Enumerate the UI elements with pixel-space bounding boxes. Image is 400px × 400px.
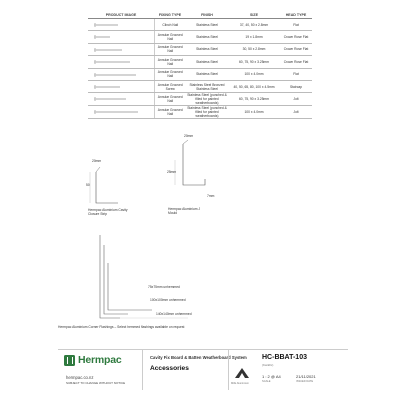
finish-cell: Stainless Steel (punched & filled for painted weatherboards) [187,93,227,106]
cavity-strip-caption: Hermpac Aluminium Cavity Closure Strip [88,208,128,217]
partner-caption: Mills Aluminium [231,382,249,385]
disclaimer: SUBJECT TO CHANGE WITHOUT NOTICE [66,381,126,385]
finish-cell: Stainless Steel (punched & filled for painted weatherboards) [187,106,227,119]
fixing-type-cell: Annular Grooved Nail [154,31,186,43]
size-cell: 60, 75, 90 x 3.25mm [228,56,280,68]
finish-cell: Stainless Steel [186,43,228,55]
col-header-head-type: HEAD TYPE [280,12,312,19]
fixing-type-cell: Clinch Nail [154,19,186,31]
fixing-type-cell: Annular Grooved Nail [154,106,186,119]
fixing-type-cell: Annular Grooved Screw [154,80,186,92]
fixing-type-cell: Annular Grooved Nail [154,56,186,68]
hermpac-logo-icon [64,355,75,366]
drawing-code-sub: (Kwikfix) [262,363,274,367]
corner-flashings-drawing [100,235,188,318]
head-type-cell: Crown Rose Flat [280,56,312,68]
size-cell: 100 x 4.0mm [228,68,280,80]
j-mould-top-dim: 20mm [184,134,194,138]
cavity-closure-strip-drawing [90,167,118,203]
fixing-type-cell: Annular Grooved Nail [154,68,186,80]
scale-value: 1 : 2 @ A4 [262,374,281,379]
col-header-product-image: PRODUCT IMAGE [88,12,154,19]
titleblock-top-rule [58,349,348,350]
drawing-code: HC-BBAT-103 [262,354,307,361]
website[interactable]: hermpac.co.nz [66,375,94,380]
head-type-cell: Jolt [280,106,312,119]
finish-cell: Stainless Steel [186,56,228,68]
j-mould-drawing [175,140,205,185]
size-cell: 100 x 4.0mm [228,106,280,119]
head-type-cell: Flat [280,68,312,80]
brand-name: Hermpac [78,354,122,366]
j-mould-caption: Hermpac Aluminium J Mould [168,207,201,216]
head-type-cell: Crown Rose Flat [280,31,312,43]
fixing-type-cell: Annular Grooved Nail [154,93,186,106]
head-type-cell: Crown Rose Flat [280,43,312,55]
finish-cell: Stainless Steel [186,68,228,80]
finish-cell: Stainless Steel [186,31,228,43]
fixing-type-cell: Annular Grooved Nail [154,43,186,55]
scale-label: SCALE [262,380,271,383]
size-cell: 30, 50 x 2.8mm [228,43,280,55]
finish-cell: Stainless Steel Bronzed Stainless Steel [186,80,228,92]
size-cell: 19 x 1.8mm [228,31,280,43]
col-header-finish: FINISH [186,12,228,19]
col-header-size: SIZE [228,12,280,19]
issued-date-label: ISSUED DATE [296,380,314,383]
titleblock-divider [142,350,143,390]
corner-size-100: 100x100mm unhemmed [150,298,186,302]
titleblock-divider [228,350,229,390]
head-type-cell: Staircap [280,80,312,92]
j-mould-side-dim: 25mm [167,170,177,174]
cavity-strip-side-dim: 50 [86,183,90,187]
cavity-strip-top-dim: 20mm [92,159,102,163]
mills-aluminium-logo-icon [234,366,250,380]
head-type-cell: Flat [280,19,312,31]
j-mould-bottom-dim: 7mm [207,194,215,198]
size-cell: 37, 40, 50 x 2.8mm [228,19,280,31]
corner-size-75: 75x75mm unhemmed [148,285,180,289]
corner-size-140: 140x140mm unhemmed [156,312,192,316]
corner-flashings-caption: Hermpac Aluminium Corner Flashings – Select hemmed flashings available on request [58,325,185,329]
issued-date: 21/11/2021 [296,374,316,379]
drawing-subtitle: Cavity Fix Board & Batten Weatherboard System [150,355,247,360]
size-cell: 60, 75, 90 x 3.25mm [228,93,280,106]
drawing-title: Accessories [150,365,189,372]
col-header-fixing-type: FIXING TYPE [154,12,186,19]
head-type-cell: Jolt [280,93,312,106]
size-cell: 40, 50, 65, 80, 100 x 4.5mm [228,80,280,92]
finish-cell: Stainless Steel [186,19,228,31]
